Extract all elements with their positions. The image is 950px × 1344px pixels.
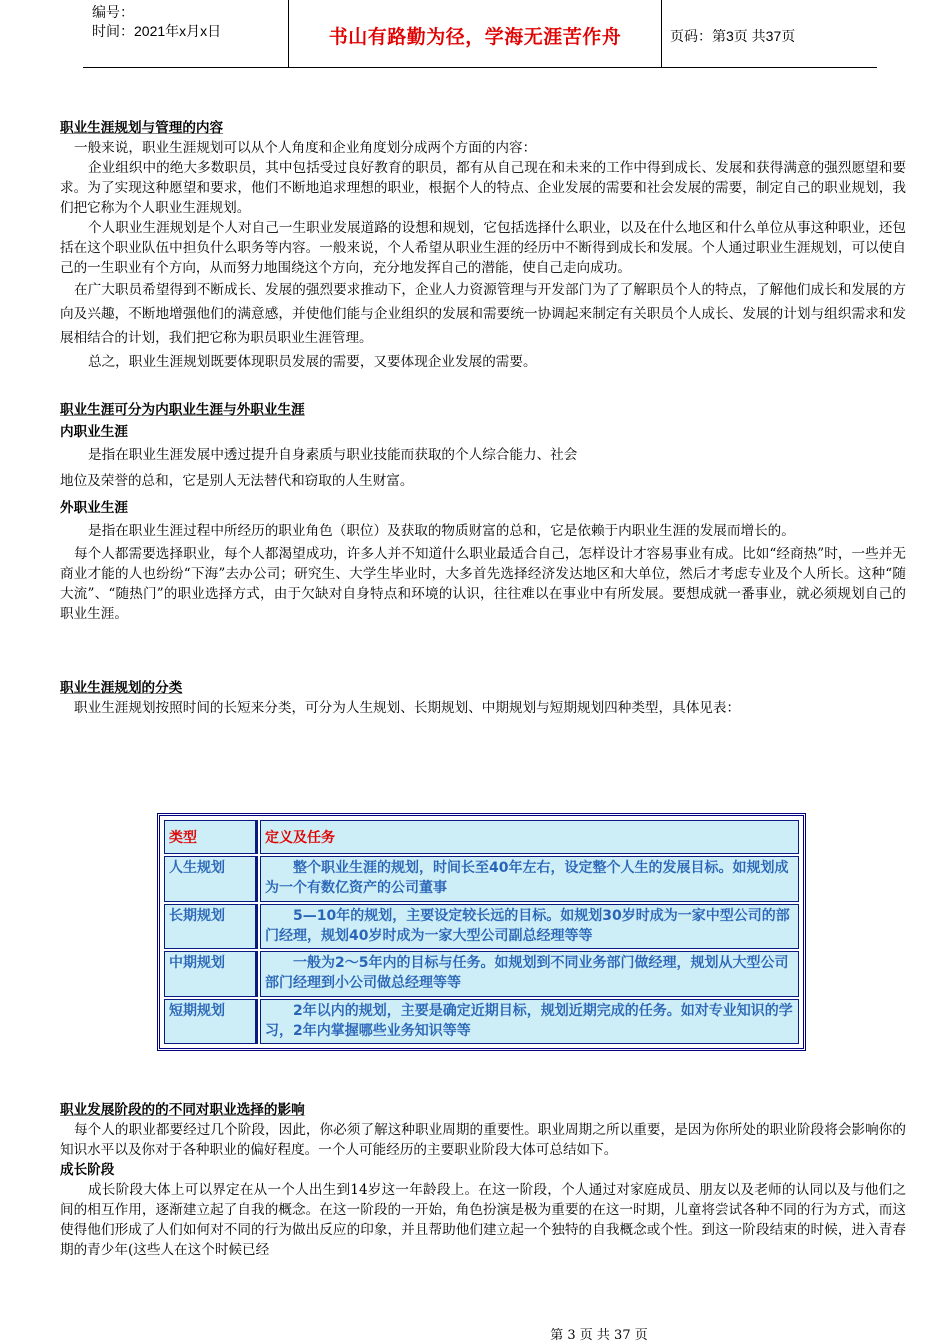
table-row <box>164 856 799 902</box>
table-row <box>164 951 799 997</box>
paragraph: 在广大职员希望得到不断成长、发展的强烈要求推动下，企业人力资源管理与开发部门为了了解职员个人的特点，了解他们成长和发展的方向及兴趣，不断地增强他们的满意感，并使他们能与企业组织的发展和需要统一协调起来制定有关职员个人成长、发展的计划与组织需求和发展相结合的计划，我们把它称为职员职业生涯管理。 <box>60 282 906 346</box>
paragraph: 企业组织中的绝大多数职员，其中包括受过良好教育的职员，都有从自己现在和未来的工作中得到成长、发展和获得满意的强烈愿望和要求。为了实现这种愿望和要求，他们不断地追求理想的职业，根据个人的特点、企业发展的需要和社会发展的需要，制定自己的职业规划，我们把它称为个人职业生涯规划。 <box>60 160 906 216</box>
table-row <box>164 904 799 950</box>
paragraph: 地位及荣誉的总和，它是别人无法替代和窃取的人生财富。 <box>60 473 414 489</box>
section-title-career-types: 职业生涯可分为内职业生涯与外职业生涯 <box>60 402 305 418</box>
paragraph: 每个人的职业都要经过几个阶段，因此，你必须了解这种职业周期的重要性。职业周期之所以重要，是因为你所处的职业阶段将会影响你的知识水平以及你对于各种职业的偏好程度。一个人可能经历的主要职业阶段大体可总结如下。 <box>60 1122 906 1158</box>
header-motto-cell <box>288 0 662 68</box>
subheading-outer-career: 外职业生涯 <box>60 500 128 516</box>
paragraph: 个人职业生涯规划是个人对自己一生职业发展道路的设想和规划，它包括选择什么职业，以及在什么地区和什么单位从事这种职业，还包括在这个职业队伍中担负什么职务等内容。一般来说，个人希望从职业生涯的经历中不断得到成长和发展。个人通过职业生涯规划，可以使自己的一生职业有个方向，从而努力地围绕这个方向，充分地发挥自己的潜能，使自己走向成功。 <box>60 220 906 276</box>
table-row <box>164 999 799 1045</box>
table-cell-type: 人生规划 <box>164 856 258 902</box>
paragraph: 一般来说，职业生涯规划可以从个人角度和企业角度划分成两个方面的内容： <box>74 140 537 156</box>
header-motto: 书山有路勤为径，学海无涯苦作舟 <box>328 26 622 48</box>
table-header-type: 类型 <box>164 820 258 854</box>
header-page-number: 页码：第3页 共37页 <box>670 28 796 44</box>
paragraph: 是指在职业生涯发展中透过提升自身素质与职业技能而获取的个人综合能力、社会 <box>88 447 578 463</box>
section-title-content: 职业生涯规划与管理的内容 <box>60 120 224 136</box>
document-body <box>60 118 906 718</box>
table-cell-definition: 5—10年的规划，主要设定较长远的目标。如规划30岁时成为一家中型公司的部门经理，规划40岁时成为一家大型公司副总经理等等 <box>260 904 799 950</box>
table-cell-definition: 2年以内的规划，主要是确定近期目标，规划近期完成的任务。如对专业知识的学习，2年内掌握哪些业务知识等等 <box>260 999 799 1045</box>
page-header <box>83 0 877 68</box>
table-cell-definition: 整个职业生涯的规划，时间长至40年左右，设定整个人生的发展目标。如规划成为一个有数亿资产的公司董事 <box>260 856 799 902</box>
document-number-label: 编号： <box>92 4 134 20</box>
planning-table <box>162 818 801 1046</box>
table-header-definition: 定义及任务 <box>260 820 799 854</box>
header-meta <box>83 0 288 68</box>
document-body-continued <box>60 1100 906 1260</box>
paragraph: 是指在职业生涯过程中所经历的职业角色（职位）及获取的物质财富的总和，它是依赖于内职业生涯的发展而增长的。 <box>88 523 795 539</box>
paragraph: 职业生涯规划按照时间的长短来分类，可分为人生规划、长期规划、中期规划与短期规划四种类型，具体见表： <box>74 700 741 716</box>
planning-types-table <box>157 813 806 1051</box>
table-header-row <box>164 820 799 854</box>
paragraph: 每个人都需要选择职业，每个人都渴望成功，许多人并不知道什么职业最适合自己，怎样设计才容易事业有成。比如“经商热”时，一些并无商业才能的人也纷纷“下海”去办公司；研究生、大学生毕业时，大多首先选择经济发达地区和大单位，然后才考虑专业及个人所长。这种“随大流”、“随热门”的职业选择方式，由于欠缺对自身特点和环境的认识，往往难以在事业中有所发展。要想成就一番事业，就必须规划自己的职业生涯。 <box>60 546 906 622</box>
page-footer <box>0 1324 950 1343</box>
paragraph: 成长阶段大体上可以界定在从一个人出生到14岁这一年龄段上。在这一阶段，个人通过对家庭成员、朋友以及老师的认同以及与他们之间的相互作用，逐渐建立起了自我的概念。在这一阶段的一开始，角色扮演是极为重要的在这一时期，儿童将尝试各种不同的行为方式，而这使得他们形成了人们如何对不同的行为做出反应的印象，并且帮助他们建立起一个独特的自我概念或个性。到这一阶段结束的时候，进入青春期的青少年(这些人在这个时候已经 <box>60 1182 906 1258</box>
footer-page-number: 第 3 页 共 37 页 <box>550 1328 648 1343</box>
table-cell-type: 长期规划 <box>164 904 258 950</box>
table-cell-type: 短期规划 <box>164 999 258 1045</box>
paragraph: 总之，职业生涯规划既要体现职员发展的需要，又要体现企业发展的需要。 <box>88 354 537 370</box>
table-cell-definition: 一般为2～5年内的目标与任务。如规划到不同业务部门做经理，规划从大型公司部门经理到小公司做总经理等等 <box>260 951 799 997</box>
table-cell-type: 中期规划 <box>164 951 258 997</box>
subheading-inner-career: 内职业生涯 <box>60 424 128 440</box>
section-title-classification: 职业生涯规划的分类 <box>60 680 183 696</box>
document-date: 时间：2021年x月x日 <box>92 23 222 39</box>
subheading-growth-stage: 成长阶段 <box>60 1162 115 1178</box>
section-title-career-stages: 职业发展阶段的的不同对职业选择的影响 <box>60 1102 305 1118</box>
